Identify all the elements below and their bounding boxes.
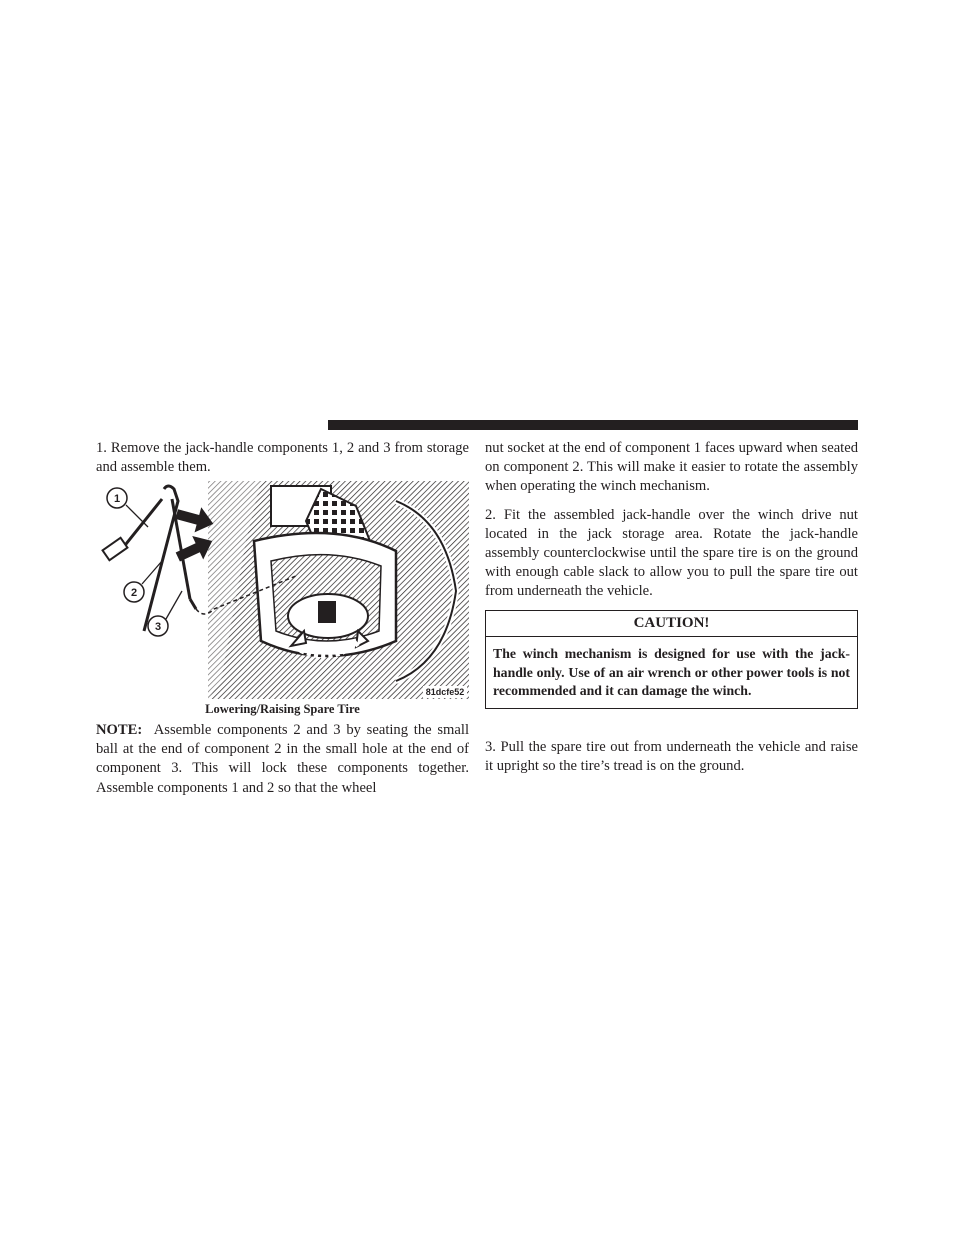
left-column-step-1 <box>96 439 469 477</box>
figure-caption: Lowering/Raising Spare Tire <box>205 702 360 716</box>
step-1-text: 1. Remove the jack-handle components 1, 2 and 3 from storage and assemble them. <box>96 440 469 475</box>
caution-box <box>485 610 858 709</box>
note-text: Assemble components 2 and 3 by seating the small ball at the end of component 2 in the small hole at the end of component 3. This will lock these components together. Assemble components 1 and 2 so that the wheel <box>96 722 469 796</box>
cargo-area-drawing <box>208 481 469 699</box>
step-3-text: 3. Pull the spare tire out from underneath the vehicle and raise it upright so the tire’s tread is on the ground. <box>485 739 858 774</box>
spare-tire-illustration <box>96 481 469 699</box>
caution-heading: CAUTION! <box>486 611 857 637</box>
callout-3-label: 3 <box>154 621 162 633</box>
callout-1-label: 1 <box>113 493 121 505</box>
right-column <box>485 439 858 601</box>
step-3-block <box>485 738 858 776</box>
step-2-text: 2. Fit the assembled jack-handle over the winch drive nut located in the jack storage area. Rotate the jack-handle assembly counterclockwise until the spare tire is on the ground with enough cable slack to allow you to pull the spare tire out from underneath the vehicle. <box>485 507 858 599</box>
callout-2-label: 2 <box>130 587 138 599</box>
spare-tire-diagram-svg <box>96 481 469 699</box>
note-label: NOTE: <box>96 722 143 738</box>
image-code: 81dcfe52 <box>425 687 465 697</box>
note-paragraph <box>96 721 469 798</box>
section-header-bar <box>328 420 858 430</box>
continued-text: nut socket at the end of component 1 faces upward when seated on component 2. This will make it easier to rotate the assembly when operating the winch mechanism. <box>485 440 858 494</box>
caution-body: The winch mechanism is designed for use with the jack-handle only. Use of an air wrench or other power tools is not recommended and it can damage the winch. <box>493 646 850 699</box>
